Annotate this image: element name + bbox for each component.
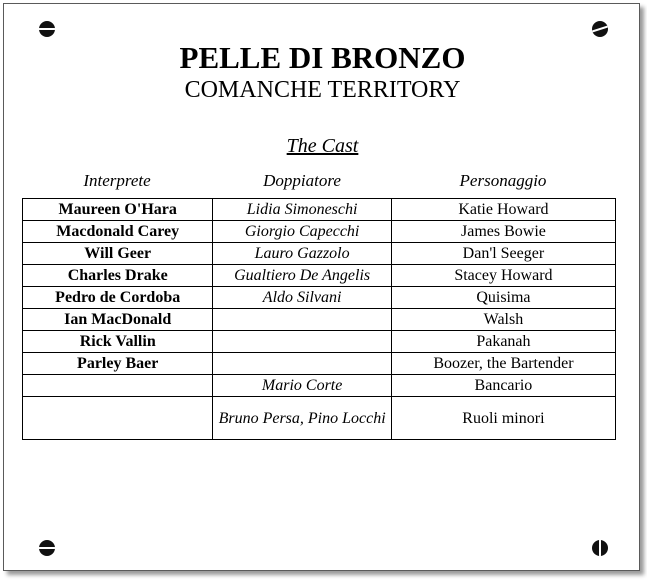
voice-actor-cell: Lidia Simoneschi [213, 199, 391, 221]
screw-icon [39, 21, 55, 37]
actor-cell: Charles Drake [23, 265, 213, 287]
character-cell: Ruoli minori [391, 397, 615, 440]
screw-icon [592, 21, 608, 37]
voice-actor-cell: Gualtiero De Angelis [213, 265, 391, 287]
voice-actor-cell: Bruno Persa, Pino Locchi [213, 397, 391, 440]
table-row [23, 265, 616, 287]
actor-cell: Will Geer [23, 243, 213, 265]
table-row [23, 397, 616, 440]
voice-actor-cell: Mario Corte [213, 375, 391, 397]
voice-actor-cell: Giorgio Capecchi [213, 221, 391, 243]
plaque-subtitle: COMANCHE TERRITORY [184, 77, 461, 103]
character-cell: Katie Howard [391, 199, 615, 221]
character-cell: Bancario [391, 375, 615, 397]
actor-cell: Maureen O'Hara [23, 199, 213, 221]
actor-cell: Pedro de Cordoba [23, 287, 213, 309]
table-row [23, 331, 616, 353]
table-row [23, 221, 616, 243]
table-row [23, 353, 616, 375]
cast-table [22, 198, 616, 440]
actor-cell: Ian MacDonald [23, 309, 213, 331]
table-row [23, 309, 616, 331]
plaque-title: PELLE DI BRONZO [179, 40, 466, 75]
column-header-personaggio: Personaggio [459, 171, 547, 190]
actor-cell: Parley Baer [23, 353, 213, 375]
actor-cell: Rick Vallin [23, 331, 213, 353]
cast-heading: The Cast [286, 135, 359, 157]
voice-actor-cell: Aldo Silvani [213, 287, 391, 309]
table-row [23, 199, 616, 221]
actor-cell [23, 397, 213, 440]
character-cell: Pakanah [391, 331, 615, 353]
character-cell: Dan'l Seeger [391, 243, 615, 265]
voice-actor-cell [213, 309, 391, 331]
actor-cell: Macdonald Carey [23, 221, 213, 243]
column-header-interprete: Interprete [83, 171, 151, 190]
table-row [23, 375, 616, 397]
voice-actor-cell: Lauro Gazzolo [213, 243, 391, 265]
character-cell: Walsh [391, 309, 615, 331]
character-cell: James Bowie [391, 221, 615, 243]
table-row [23, 287, 616, 309]
character-cell: Quisima [391, 287, 615, 309]
plaque [3, 3, 640, 571]
character-cell: Boozer, the Bartender [391, 353, 615, 375]
column-header-doppiatore: Doppiatore [263, 171, 341, 190]
character-cell: Stacey Howard [391, 265, 615, 287]
voice-actor-cell [213, 331, 391, 353]
screw-icon [39, 540, 55, 556]
screw-icon [592, 540, 608, 556]
actor-cell [23, 375, 213, 397]
voice-actor-cell [213, 353, 391, 375]
table-row [23, 243, 616, 265]
